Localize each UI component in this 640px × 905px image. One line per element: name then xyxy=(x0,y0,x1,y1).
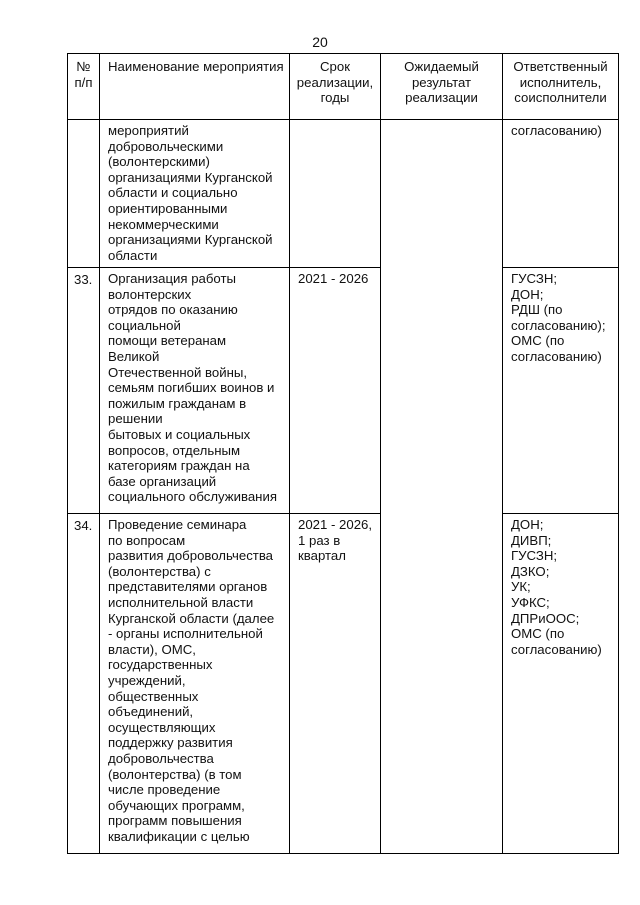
header-executor: Ответственный исполнитель, соисполнители xyxy=(503,54,619,120)
table-row xyxy=(68,268,619,514)
page-number: 20 xyxy=(312,34,328,50)
row-term: 2021 - 2026 xyxy=(290,268,381,514)
row-executor: согласованию) xyxy=(503,120,619,268)
row-number: 34. xyxy=(68,514,100,854)
header-term: Срок реализации, годы xyxy=(290,54,381,120)
row-number xyxy=(68,120,100,268)
row-name: Проведение семинара по вопросам развития добровольчества (волонтерства) с представителями органов исполнительной власти Курганской области (далее - органы исполнительной власти), ОМС, государственных учреждений, общественных объединений, осуществляющих поддержку развития добровольчества (волонтерства) (в том числе проведение обучающих программ, программ повышения квалификации с целью xyxy=(100,514,290,854)
table-row xyxy=(68,120,619,268)
measures-table xyxy=(67,53,619,854)
row-number: 33. xyxy=(68,268,100,514)
result-cell xyxy=(381,120,503,854)
row-name: мероприятий добровольческими (волонтерскими) организациями Курганской области и социально ориентированными некоммерческими организациями Курганской области xyxy=(100,120,290,268)
header-number: № п/п xyxy=(68,54,100,120)
row-term xyxy=(290,120,381,268)
row-name: Организация работы волонтерских отрядов по оказанию социальной помощи ветеранам Великой Отечественной войны, семьям погибших воинов и пожилым гражданам в решении бытовых и социальных вопросов, отдельным категориям граждан на базе организаций социального обслуживания xyxy=(100,268,290,514)
header-name: Наименование мероприятия xyxy=(100,54,290,120)
header-result: Ожидаемый результат реализации xyxy=(381,54,503,120)
row-executor: ДОН; ДИВП; ГУСЗН; ДЗКО; УК; УФКС; ДПРиООС; ОМС (по согласованию) xyxy=(503,514,619,854)
table-row xyxy=(68,514,619,854)
table-header-row xyxy=(68,54,619,120)
row-executor: ГУСЗН; ДОН; РДШ (по согласованию); ОМС (по согласованию) xyxy=(503,268,619,514)
row-term: 2021 - 2026, 1 раз в квартал xyxy=(290,514,381,854)
